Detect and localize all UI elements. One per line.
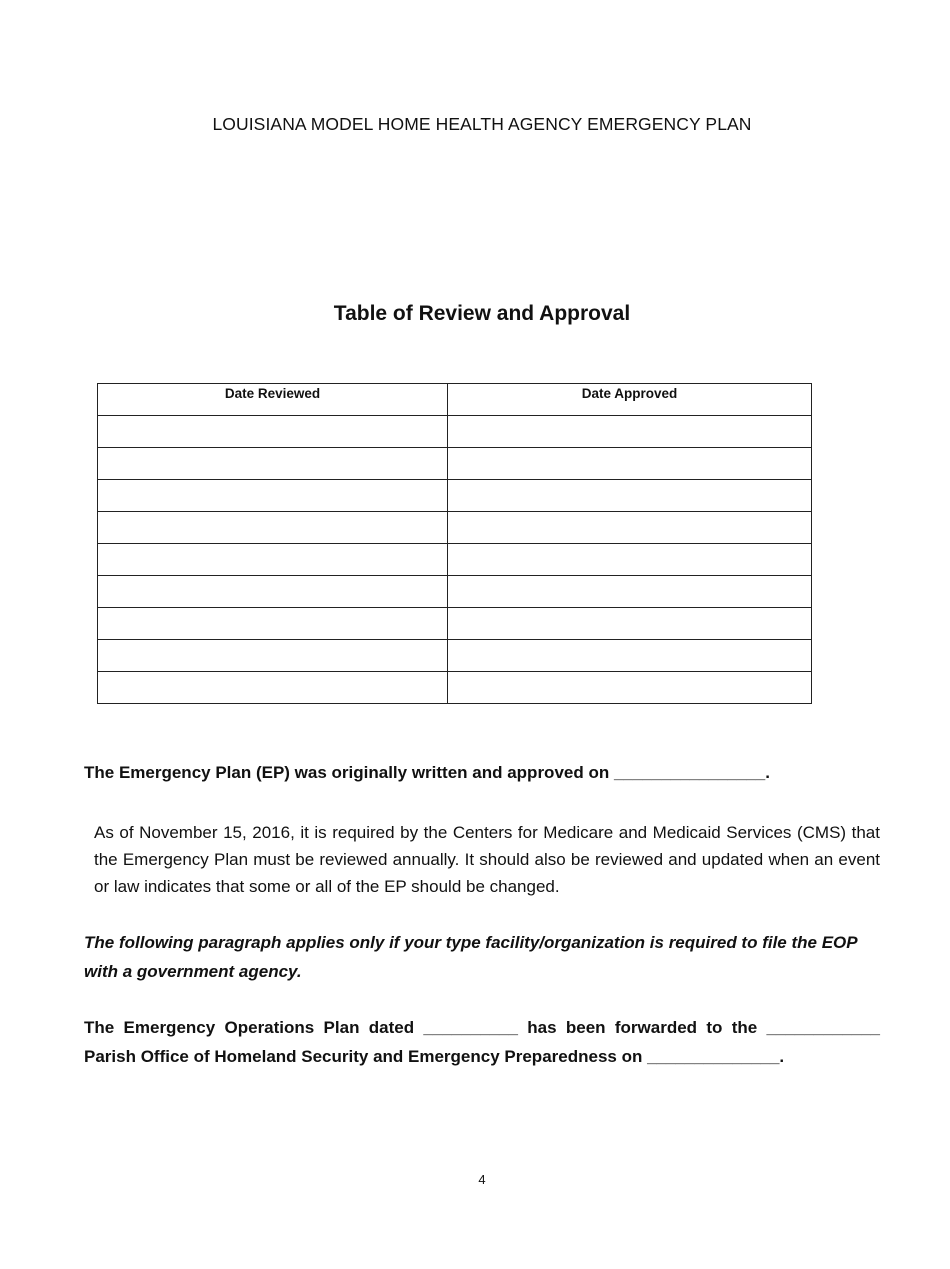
original-approval-statement: The Emergency Plan (EP) was originally written and approved on ________________. bbox=[84, 763, 770, 782]
date-approved-cell bbox=[448, 480, 812, 512]
table-row bbox=[98, 416, 812, 448]
table-row bbox=[98, 480, 812, 512]
date-approved-cell bbox=[448, 512, 812, 544]
eop-filing-note: The following paragraph applies only if your type facility/organization is required to file the EOP with a government agency. bbox=[84, 933, 857, 981]
date-reviewed-cell bbox=[98, 576, 448, 608]
date-reviewed-cell bbox=[98, 416, 448, 448]
table-row bbox=[98, 576, 812, 608]
date-approved-cell bbox=[448, 416, 812, 448]
table-row bbox=[98, 544, 812, 576]
date-reviewed-cell bbox=[98, 672, 448, 704]
eop-forwarding-paragraph: The Emergency Operations Plan dated __________ has been forwarded to the ____________ Parish Office of Homeland Security and Emergency Preparedness on ______________. bbox=[84, 1018, 880, 1066]
table-row bbox=[98, 640, 812, 672]
date-approved-cell bbox=[448, 672, 812, 704]
table-row bbox=[98, 672, 812, 704]
date-approved-cell bbox=[448, 576, 812, 608]
date-approved-cell bbox=[448, 608, 812, 640]
table-row bbox=[98, 608, 812, 640]
cms-requirement-paragraph: As of November 15, 2016, it is required by the Centers for Medicare and Medicaid Services (CMS) that the Emergency Plan must be reviewed annually. It should also be reviewed and updated when an event or law indicates that some or all of the EP should be changed. bbox=[94, 823, 880, 896]
page-number: 4 bbox=[478, 1172, 486, 1187]
date-reviewed-cell bbox=[98, 640, 448, 672]
date-reviewed-cell bbox=[98, 512, 448, 544]
column-header-date-reviewed: Date Reviewed bbox=[98, 384, 448, 416]
review-approval-table bbox=[97, 383, 812, 704]
table-header-row bbox=[98, 384, 812, 416]
date-reviewed-cell bbox=[98, 608, 448, 640]
date-approved-cell bbox=[448, 640, 812, 672]
table-row bbox=[98, 448, 812, 480]
date-reviewed-cell bbox=[98, 480, 448, 512]
date-reviewed-cell bbox=[98, 544, 448, 576]
date-reviewed-cell bbox=[98, 448, 448, 480]
column-header-date-approved: Date Approved bbox=[448, 384, 812, 416]
date-approved-cell bbox=[448, 544, 812, 576]
document-header-title: LOUISIANA MODEL HOME HEALTH AGENCY EMERGENCY PLAN bbox=[212, 114, 752, 134]
date-approved-cell bbox=[448, 448, 812, 480]
table-row bbox=[98, 512, 812, 544]
section-title: Table of Review and Approval bbox=[333, 302, 631, 325]
